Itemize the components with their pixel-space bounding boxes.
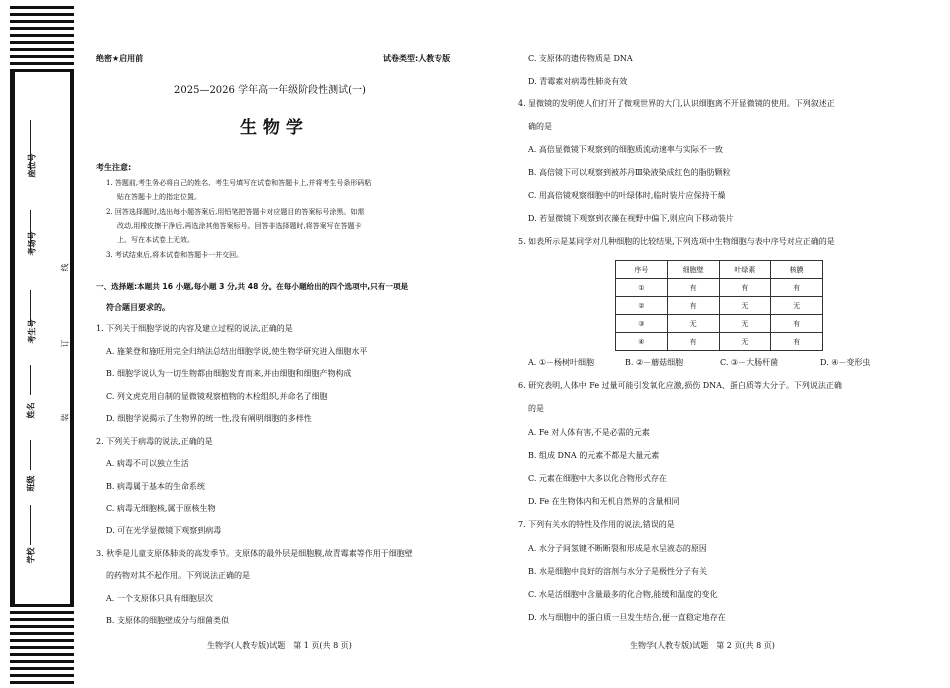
table-cell: 无: [719, 315, 771, 333]
question-6-option-c: C. 元素在细胞中大多以化合物形式存在: [528, 474, 667, 483]
question-4-option-b: B. 高倍镜下可以观察到被苏丹Ⅲ染液染成红色的脂肪颗粒: [528, 168, 731, 177]
question-4-option-c: C. 用高倍镜观察细胞中的叶绿体时,临时装片应保持干燥: [528, 191, 726, 200]
table-cell: 有: [667, 333, 719, 351]
table-row: [616, 315, 823, 333]
field-seat-number: 座位号: [27, 153, 37, 178]
question-3-option-a: A. 一个支原体只具有细胞层次: [106, 594, 213, 603]
table-cell: 有: [667, 297, 719, 315]
table-cell: 有: [667, 279, 719, 297]
question-6-option-d: D. Fe 在生物体内和无机自然界的含量相同: [528, 497, 680, 506]
table-cell: 有: [771, 333, 823, 351]
question-6-option-a: A. Fe 对人体有害,不是必需的元素: [528, 428, 650, 437]
question-7-stem: 7. 下列有关水的特性及作用的说法,错误的是: [518, 520, 675, 529]
question-6-option-b: B. 组成 DNA 的元素不都是大量元素: [528, 451, 660, 460]
table-cell: ③: [616, 315, 668, 333]
notice-line: 1. 答题前,考生务必将自己的姓名、考生号填写在试卷和答题卡上,并将考生号条形码粘: [106, 179, 372, 187]
section-heading-cont: 符合题目要求的。: [106, 303, 170, 312]
cut-mark-line: 线: [60, 263, 70, 272]
section-heading: 一、选择题:本题共 16 小题,每小题 3 分,共 48 分。在每小题给出的四个选项中,只有一项是: [96, 282, 409, 291]
field-school: 学校: [26, 547, 36, 564]
question-4-option-d: D. 若显微镜下观察到衣藻在视野中偏下,则应向下移动装片: [528, 214, 734, 223]
question-1-option-b: B. 细胞学说认为一切生物都由细胞发育而来,并由细胞和细胞产物构成: [106, 369, 352, 378]
page-title: 生 物 学: [240, 118, 303, 138]
question-7-option-c: C. 水是活细胞中含量最多的化合物,能缓和温度的变化: [528, 590, 718, 599]
binding-margin-bar: [70, 72, 74, 604]
table-header: 核膜: [771, 261, 823, 279]
question-4-stem: 4. 显微镜的发明使人们打开了微观世界的大门,认识细胞离不开显微镜的使用。下列叙述正: [518, 99, 835, 108]
field-line: [30, 505, 31, 545]
field-exam-room: 考场号: [27, 231, 37, 256]
question-4-stem-cont: 确的是: [528, 122, 552, 131]
notice-line: 3. 考试结束后,将本试卷和答题卡一并交回。: [106, 251, 244, 259]
table-cell: 无: [667, 315, 719, 333]
question-7-option-d: D. 水与细胞中的蛋白质一旦发生结合,便一直稳定地存在: [528, 613, 726, 622]
question-2-option-a: A. 病毒不可以独立生活: [106, 459, 189, 468]
table-row: [616, 279, 823, 297]
question-6-stem-cont: 的是: [528, 404, 544, 413]
table-cell: ④: [616, 333, 668, 351]
secret-label: 绝密★启用前: [96, 54, 144, 63]
field-line: [30, 440, 31, 470]
table-header: 叶绿素: [719, 261, 771, 279]
question-5-option-a: A. ①－杨树叶细胞: [528, 358, 595, 367]
table-cell: ①: [616, 279, 668, 297]
table-cell: 无: [771, 297, 823, 315]
question-2-option-d: D. 可在光学显微镜下观察到病毒: [106, 526, 222, 535]
field-line: [30, 365, 31, 395]
question-7-option-b: B. 水是细胞中良好的溶剂与水分子是极性分子有关: [528, 567, 707, 576]
footer-page-2: 生物学(人教专版)试题 第 2 页(共 8 页): [630, 641, 775, 650]
question-3-option-c: C. 支原体的遗传物质是 DNA: [528, 54, 633, 63]
table-cell: 有: [771, 315, 823, 333]
question-7-option-a: A. 水分子间氢键不断断裂和形成是水呈液态的原因: [528, 544, 707, 553]
table-cell: ②: [616, 297, 668, 315]
table-row: [616, 333, 823, 351]
exam-title: 2025—2026 学年高一年级阶段性测试(一): [174, 85, 366, 96]
paper-type: 试卷类型:人教专版: [383, 54, 451, 63]
question-1-option-a: A. 施莱登和施旺用完全归纳法总结出细胞学说,使生物学研究进入细胞水平: [106, 347, 368, 356]
binding-margin-bar-inner: [10, 72, 15, 604]
question-5-option-c: C. ③－大肠杆菌: [720, 358, 779, 367]
notice-title: 考生注意:: [96, 163, 132, 172]
notice-line: 改动,用橡皮擦干净后,再选涂其他答案标号。回答非选择题时,将答案写在答题卡: [117, 222, 362, 230]
question-3-stem-cont: 的药物对其不起作用。下列说法正确的是: [106, 571, 250, 580]
table-cell: 有: [771, 279, 823, 297]
question-6-stem: 6. 研究表明,人体中 Fe 过量可能引发氧化应激,损伤 DNA、蛋白质等大分子。下列说法正确: [518, 381, 842, 390]
question-1-option-c: C. 列文虎克用自制的显微镜观察植物的木栓组织,并命名了细胞: [106, 392, 328, 401]
question-5-option-d: D. ④－变形虫: [820, 358, 871, 367]
field-class: 班级: [26, 475, 36, 492]
comparison-table: [615, 260, 823, 351]
field-name: 姓名: [26, 402, 36, 419]
table-cell: 有: [719, 279, 771, 297]
table-header-row: [616, 261, 823, 279]
question-2-option-c: C. 病毒无细胞核,属于原核生物: [106, 504, 216, 513]
question-1-option-d: D. 细胞学说揭示了生物界的统一性,没有阐明细胞的多样性: [106, 414, 312, 423]
cut-mark-bind: 订: [60, 339, 70, 348]
question-3-option-d: D. 青霉素对病毒性肺炎有效: [528, 77, 628, 86]
notice-line: 2. 回答选择题时,选出每小题答案后,用铅笔把答题卡对应题目的答案标号涂黑。如需: [106, 208, 365, 216]
question-3-option-b: B. 支原体的细胞壁成分与细菌类似: [106, 616, 229, 625]
table-row: [616, 297, 823, 315]
question-5-stem: 5. 如表所示是某同学对几种细胞的比较结果,下列选项中生物细胞与表中序号对应正确的是: [518, 237, 835, 246]
footer-page-1: 生物学(人教专版)试题 第 1 页(共 8 页): [207, 641, 352, 650]
table-cell: 无: [719, 297, 771, 315]
notice-line: 上。写在本试卷上无效。: [117, 236, 194, 244]
table-header: 序号: [616, 261, 668, 279]
question-1-stem: 1. 下列关于细胞学说的内容及建立过程的说法,正确的是: [96, 324, 293, 333]
question-4-option-a: A. 高倍显微镜下观察到的细胞质流动速率与实际不一致: [528, 145, 723, 154]
question-2-option-b: B. 病毒属于基本的生命系统: [106, 482, 205, 491]
table-header: 细胞壁: [667, 261, 719, 279]
notice-line: 贴在答题卡上的指定位置。: [117, 193, 201, 201]
question-2-stem: 2. 下列关于病毒的说法,正确的是: [96, 437, 213, 446]
question-3-stem: 3. 秋季是儿童支原体肺炎的高发季节。支原体的最外层是细胞膜,故青霉素等作用于细胞壁: [96, 549, 413, 558]
field-candidate-number: 考生号: [27, 319, 37, 344]
cut-mark-mount: 装: [60, 413, 70, 422]
question-5-option-b: B. ②－蘑菇细胞: [625, 358, 684, 367]
table-cell: 无: [719, 333, 771, 351]
